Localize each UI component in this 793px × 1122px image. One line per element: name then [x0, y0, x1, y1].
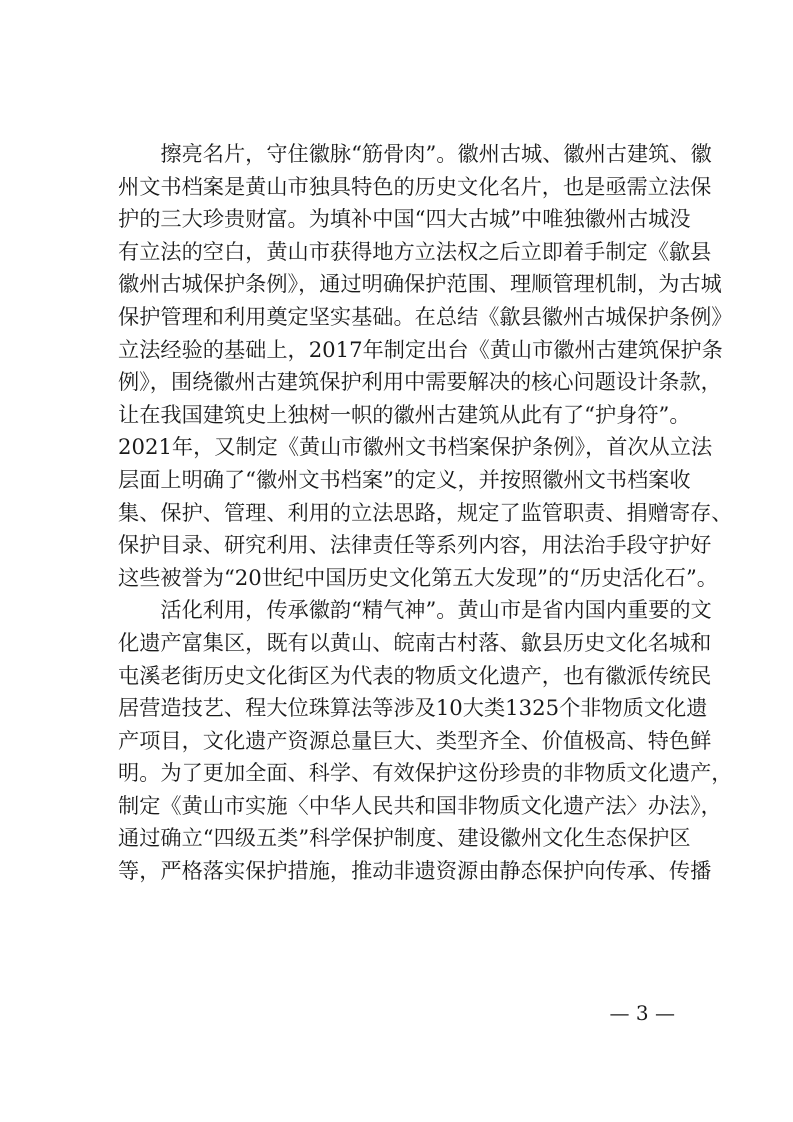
text-line: 这些被誉为“20世纪中国历史文化第五大发现”的“历史活化石”。	[118, 564, 718, 590]
text-line: 等，严格落实保护措施，推动非遗资源由静态保护向传承、传播	[118, 858, 712, 884]
text-line: 擦亮名片，守住徽脉“筋骨肉”。徽州古城、徽州古建筑、徽	[118, 141, 712, 166]
text-line: 徽州古城保护条例》，通过明确保护范围、理顺管理机制，为古城	[118, 271, 722, 297]
text-line: 护的三大珍贵财富。为填补中国“四大古城”中唯独徽州古城没	[118, 206, 691, 232]
text-line: 有立法的空白，黄山市获得地方立法权之后立即着手制定《歙县	[118, 238, 712, 264]
paragraph	[118, 594, 733, 887]
text-line: 制定《黄山市实施〈中华人民共和国非物质文化遗产法〉办法》，	[118, 792, 722, 818]
text-line: 产项目，文化遗产资源总量巨大、类型齐全、价值极高、特色鲜	[118, 727, 712, 753]
text-line: 保护目录、研究利用、法律责任等系列内容，用法治手段守护好	[118, 532, 712, 558]
body-text	[118, 138, 733, 888]
text-line: 州文书档案是黄山市独具特色的历史文化名片，也是亟需立法保	[118, 173, 712, 199]
text-line: 居营造技艺、程大位珠算法等涉及10大类1325个非物质文化遗	[118, 695, 708, 721]
text-line: 集、保护、管理、利用的立法思路，规定了监管职责、捐赠寄存、	[118, 499, 733, 525]
page-number: — 3 —	[609, 1001, 675, 1025]
text-line: 通过确立“四级五类”科学保护制度、建设徽州文化生态保护区	[118, 825, 691, 851]
text-line: 活化利用，传承徽韵“精气神”。黄山市是省内国内重要的文	[118, 597, 712, 623]
text-line: 例》，围绕徽州古建筑保护利用中需要解决的核心问题设计条款，	[118, 369, 722, 395]
text-line: 层面上明确了“徽州文书档案”的定义，并按照徽州文书档案收	[118, 466, 691, 492]
text-line: 明。为了更加全面、科学、有效保护这份珍贵的非物质文化遗产，	[118, 760, 733, 786]
text-line: 2021年，又制定《黄山市徽州文书档案保护条例》，首次从立法	[118, 434, 713, 460]
text-line: 保护管理和利用奠定坚实基础。在总结《歙县徽州古城保护条例》	[118, 303, 733, 329]
paragraph	[118, 138, 733, 594]
text-line: 屯溪老街历史文化街区为代表的物质文化遗产，也有徽派传统民	[118, 662, 712, 688]
text-line: 立法经验的基础上，2017年制定出台《黄山市徽州古建筑保护条	[118, 336, 723, 362]
text-line: 让在我国建筑史上独树一帜的徽州古建筑从此有了“护身符”。	[118, 401, 691, 427]
text-line: 化遗产富集区，既有以黄山、皖南古村落、歙县历史文化名城和	[118, 629, 712, 655]
